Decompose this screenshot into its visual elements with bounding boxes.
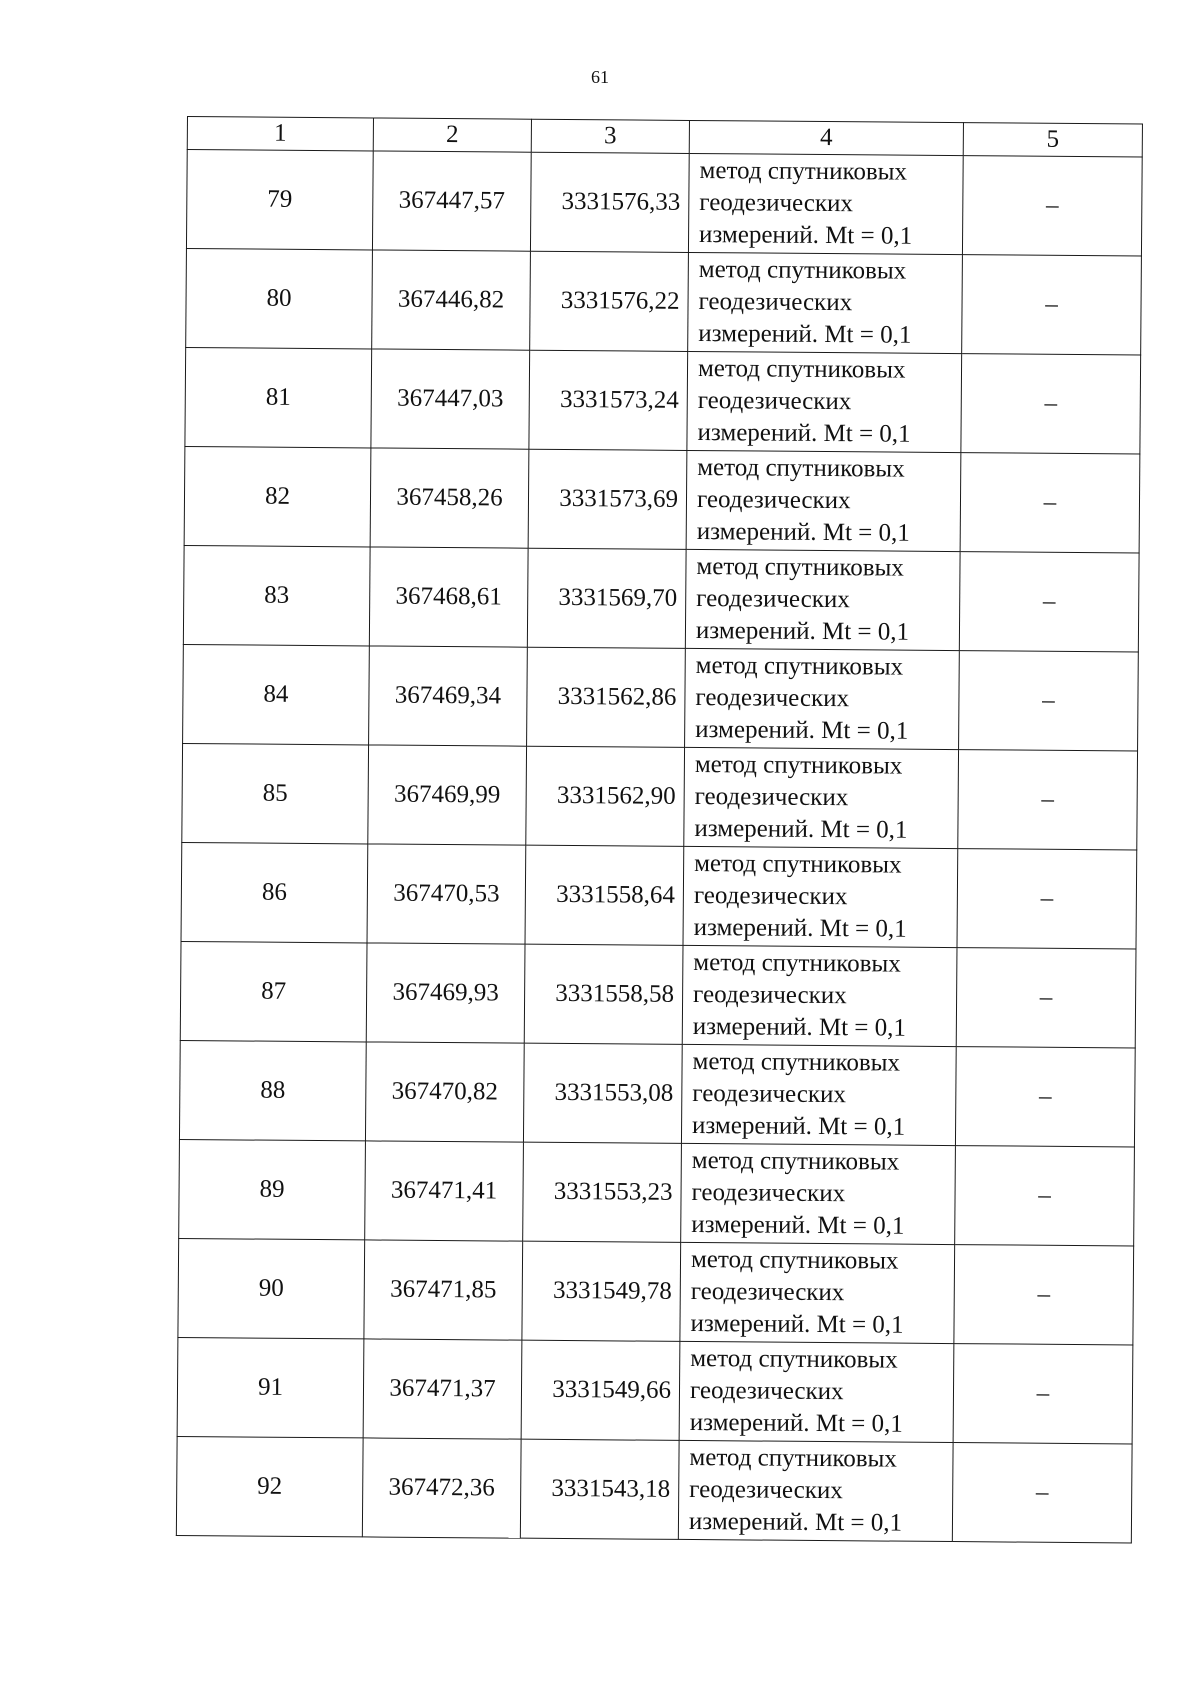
method-description-line: метод спутниковых [693, 949, 901, 978]
x-coordinate-cell: 367471,37 [363, 1339, 522, 1439]
table-row [176, 1436, 1132, 1542]
method-description-line: метод спутниковых [690, 1344, 898, 1374]
method-description-line: метод спутниковых [691, 1146, 900, 1176]
table-row [179, 1040, 1135, 1146]
y-coordinate-cell: 3331543,18 [520, 1439, 679, 1539]
method-description-line: измерений. Mt = 0,1 [695, 617, 910, 646]
method-description-line: геодезических [689, 1475, 843, 1505]
method-description-line: геодезических [698, 288, 853, 317]
notes-cell: – [960, 453, 1140, 553]
y-coordinate-cell: 3331573,69 [528, 449, 687, 549]
notes-cell: – [952, 1443, 1132, 1543]
x-coordinate-cell: 367472,36 [362, 1438, 521, 1538]
method-description-line: метод спутниковых [697, 454, 905, 483]
method-description-line: геодезических [692, 1079, 847, 1109]
method-description-line: геодезических [691, 1178, 846, 1208]
method-description-cell [683, 846, 958, 947]
point-number-cell: 89 [179, 1139, 366, 1239]
table-row [183, 545, 1139, 651]
x-coordinate-cell: 367471,85 [364, 1240, 523, 1340]
method-description-cell [684, 747, 959, 848]
table-row [181, 842, 1137, 948]
method-description-line: геодезических [693, 882, 848, 911]
method-description-line: измерений. Mt = 0,1 [692, 1013, 907, 1042]
coordinates-table [176, 116, 1143, 1543]
y-coordinate-cell: 3331558,58 [524, 944, 683, 1044]
notes-cell: – [959, 651, 1139, 751]
table-row [180, 941, 1136, 1047]
method-description-line: измерений. Mt = 0,1 [697, 419, 911, 448]
method-description-line: метод спутниковых [692, 1048, 901, 1077]
notes-cell: – [959, 552, 1139, 652]
method-description-cell [678, 1440, 953, 1541]
table-row [177, 1337, 1133, 1443]
method-description-line: метод спутниковых [695, 652, 904, 681]
method-description-cell [687, 351, 962, 452]
method-description-line: измерений. Mt = 0,1 [691, 1210, 905, 1240]
method-description-line: измерений. Mt = 0,1 [698, 221, 913, 250]
y-coordinate-cell: 3331562,86 [527, 647, 686, 747]
method-description-line: геодезических [693, 981, 847, 1010]
method-description-line: метод спутниковых [698, 256, 907, 285]
point-number-cell: 86 [181, 842, 368, 942]
notes-cell: – [962, 255, 1142, 355]
method-description-cell [685, 549, 960, 650]
method-description-cell [679, 1341, 954, 1442]
header-col-1: 1 [187, 117, 373, 151]
x-coordinate-cell: 367470,82 [365, 1042, 524, 1142]
y-coordinate-cell: 3331562,90 [526, 746, 685, 846]
method-description-line: измерений. Mt = 0,1 [693, 914, 907, 943]
method-description-cell [686, 450, 961, 551]
method-description-line: метод спутниковых [694, 850, 902, 879]
method-description-cell [688, 153, 963, 254]
method-description-cell [685, 648, 960, 749]
table-row [178, 1238, 1134, 1344]
point-number-cell: 79 [186, 150, 373, 250]
x-coordinate-cell: 367469,93 [366, 943, 525, 1043]
point-number-cell: 83 [183, 545, 370, 645]
notes-cell: – [953, 1344, 1133, 1444]
x-coordinate-cell: 367447,03 [371, 349, 530, 449]
method-description-line: метод спутниковых [696, 553, 904, 582]
header-col-5: 5 [963, 123, 1142, 157]
method-description-line: измерений. Mt = 0,1 [690, 1309, 904, 1339]
point-number-cell: 87 [180, 941, 367, 1041]
method-description-line: геодезических [694, 783, 849, 812]
notes-cell: – [961, 354, 1141, 454]
y-coordinate-cell: 3331576,22 [530, 251, 689, 351]
table-row [186, 248, 1142, 354]
table-row [184, 446, 1140, 552]
table-row [179, 1139, 1135, 1245]
x-coordinate-cell: 367471,41 [365, 1141, 524, 1241]
y-coordinate-cell: 3331549,78 [522, 1241, 681, 1341]
point-number-cell: 92 [176, 1436, 363, 1536]
point-number-cell: 88 [179, 1040, 366, 1140]
method-description-line: геодезических [696, 585, 850, 614]
y-coordinate-cell: 3331549,66 [521, 1340, 680, 1440]
notes-cell: – [956, 948, 1136, 1048]
method-description-line: метод спутниковых [697, 355, 906, 384]
method-description-line: измерений. Mt = 0,1 [694, 815, 908, 844]
method-description-line: измерений. Mt = 0,1 [688, 1507, 903, 1537]
table-row [186, 150, 1142, 256]
method-description-line: измерений. Mt = 0,1 [698, 320, 912, 349]
point-number-cell: 90 [178, 1238, 365, 1338]
method-description-line: метод спутниковых [690, 1245, 899, 1275]
notes-cell: – [954, 1245, 1134, 1345]
method-description-line: геодезических [697, 387, 852, 416]
notes-cell: – [957, 849, 1137, 949]
header-col-4: 4 [689, 120, 963, 155]
x-coordinate-cell: 367469,99 [368, 745, 527, 845]
method-description-line: измерений. Mt = 0,1 [689, 1408, 903, 1438]
notes-cell: – [955, 1047, 1135, 1147]
point-number-cell: 80 [186, 248, 373, 348]
x-coordinate-cell: 367446,82 [372, 250, 531, 350]
point-number-cell: 85 [182, 743, 369, 843]
page-number: 61 [591, 67, 609, 87]
method-description-cell [680, 1242, 955, 1343]
notes-cell: – [958, 750, 1138, 850]
method-description-line: геодезических [699, 189, 854, 218]
y-coordinate-cell: 3331576,33 [530, 152, 689, 252]
y-coordinate-cell: 3331558,64 [525, 845, 684, 945]
x-coordinate-cell: 367469,34 [369, 646, 528, 746]
method-description-line: метод спутниковых [699, 157, 908, 186]
method-description-cell [688, 252, 963, 353]
x-coordinate-cell: 367458,26 [370, 448, 529, 548]
y-coordinate-cell: 3331553,08 [523, 1043, 682, 1143]
point-number-cell: 82 [184, 446, 371, 546]
y-coordinate-cell: 3331553,23 [523, 1142, 682, 1242]
point-number-cell: 91 [177, 1337, 364, 1437]
notes-cell: – [955, 1146, 1135, 1246]
method-description-cell [681, 1143, 956, 1244]
table-row [185, 347, 1141, 453]
y-coordinate-cell: 3331569,70 [527, 548, 686, 648]
method-description-line: измерений. Mt = 0,1 [696, 518, 910, 547]
notes-cell: – [962, 156, 1142, 256]
method-description-line: геодезических [690, 1277, 845, 1307]
method-description-cell [682, 945, 957, 1046]
method-description-line: измерений. Mt = 0,1 [691, 1111, 906, 1141]
table-body [176, 150, 1142, 1543]
method-description-line: метод спутниковых [689, 1443, 897, 1473]
table-row [182, 743, 1138, 849]
point-number-cell: 81 [185, 347, 372, 447]
header-col-3: 3 [531, 119, 689, 153]
method-description-cell [681, 1044, 956, 1145]
method-description-line: геодезических [696, 486, 851, 515]
method-description-line: метод спутниковых [694, 751, 903, 780]
method-description-line: геодезических [689, 1376, 844, 1406]
x-coordinate-cell: 367447,57 [372, 151, 531, 251]
y-coordinate-cell: 3331573,24 [529, 350, 688, 450]
point-number-cell: 84 [183, 644, 370, 744]
table-row [183, 644, 1139, 750]
header-col-2: 2 [373, 118, 531, 152]
x-coordinate-cell: 367468,61 [369, 547, 528, 647]
method-description-line: измерений. Mt = 0,1 [695, 716, 909, 745]
x-coordinate-cell: 367470,53 [367, 844, 526, 944]
method-description-line: геодезических [695, 684, 850, 713]
